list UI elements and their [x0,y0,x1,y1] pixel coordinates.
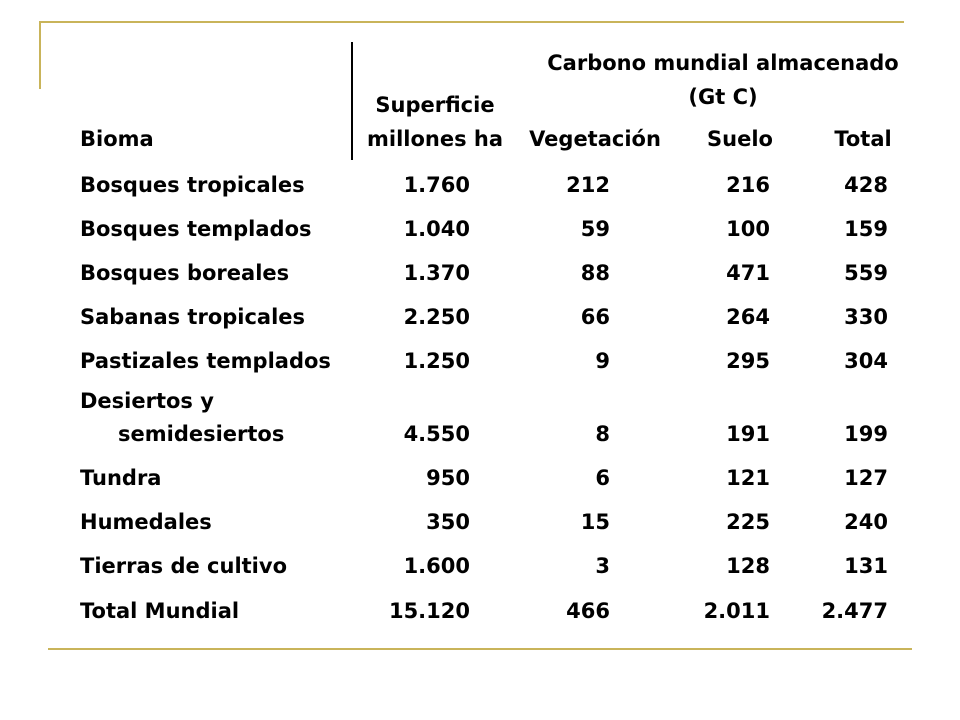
row-bioma: Bosques templados [80,217,312,241]
row-total: 199 [844,422,888,446]
top-decorative-rule [40,21,904,23]
row-suelo: 216 [726,173,770,197]
row-suelo: 100 [726,217,770,241]
row-bioma: Tierras de cultivo [80,554,287,578]
row-vegetacion: 6 [595,466,610,490]
row-vegetacion: 66 [580,305,610,329]
row-vegetacion: 59 [580,217,610,241]
row-suelo: 128 [726,554,770,578]
row-bioma-line2: semidesiertos [118,422,285,446]
row-superficie: 1.040 [403,217,470,241]
total-row-superficie: 15.120 [388,599,470,623]
row-suelo: 121 [726,466,770,490]
header-superficie-line2: millones ha [366,127,504,151]
row-vegetacion: 15 [580,510,610,534]
total-row-bioma: Total Mundial [80,599,240,623]
total-row-total: 2.477 [821,599,888,623]
row-suelo: 191 [726,422,770,446]
row-suelo: 264 [726,305,770,329]
row-superficie: 1.370 [403,261,470,285]
row-total: 159 [844,217,888,241]
row-bioma: Bosques boreales [80,261,290,285]
row-suelo: 225 [726,510,770,534]
header-group-title-line2: (Gt C) [688,85,758,109]
row-total: 428 [844,173,888,197]
row-superficie: 950 [426,466,470,490]
row-suelo: 295 [726,349,770,373]
header-total: Total [834,127,892,151]
row-vegetacion: 3 [595,554,610,578]
row-bioma-line1: Desiertos y [80,389,214,413]
header-separator-line [351,42,353,160]
row-superficie: 2.250 [403,305,470,329]
row-superficie: 1.600 [403,554,470,578]
row-suelo: 471 [726,261,770,285]
row-bioma: Bosques tropicales [80,173,305,197]
header-bioma: Bioma [80,127,154,151]
total-row-suelo: 2.011 [703,599,770,623]
left-decorative-rule [39,21,41,89]
header-superficie-line1: Superficie [375,93,495,117]
row-superficie: 350 [426,510,470,534]
row-vegetacion: 88 [580,261,610,285]
row-vegetacion: 212 [566,173,610,197]
row-total: 240 [844,510,888,534]
row-vegetacion: 8 [595,422,610,446]
row-total: 559 [844,261,888,285]
row-bioma: Sabanas tropicales [80,305,306,329]
row-total: 304 [844,349,888,373]
row-superficie: 1.250 [403,349,470,373]
bottom-decorative-rule [48,648,912,650]
row-total: 131 [844,554,888,578]
row-total: 127 [844,466,888,490]
header-suelo: Suelo [707,127,773,151]
header-group-title-line1: Carbono mundial almacenado [547,51,899,75]
total-row-vegetacion: 466 [566,599,610,623]
row-total: 330 [844,305,888,329]
row-bioma: Pastizales templados [80,349,331,373]
row-superficie: 1.760 [403,173,470,197]
header-vegetacion: Vegetación [529,127,661,151]
row-bioma: Tundra [80,466,162,490]
row-superficie: 4.550 [403,422,470,446]
row-bioma: Humedales [80,510,212,534]
row-vegetacion: 9 [595,349,610,373]
